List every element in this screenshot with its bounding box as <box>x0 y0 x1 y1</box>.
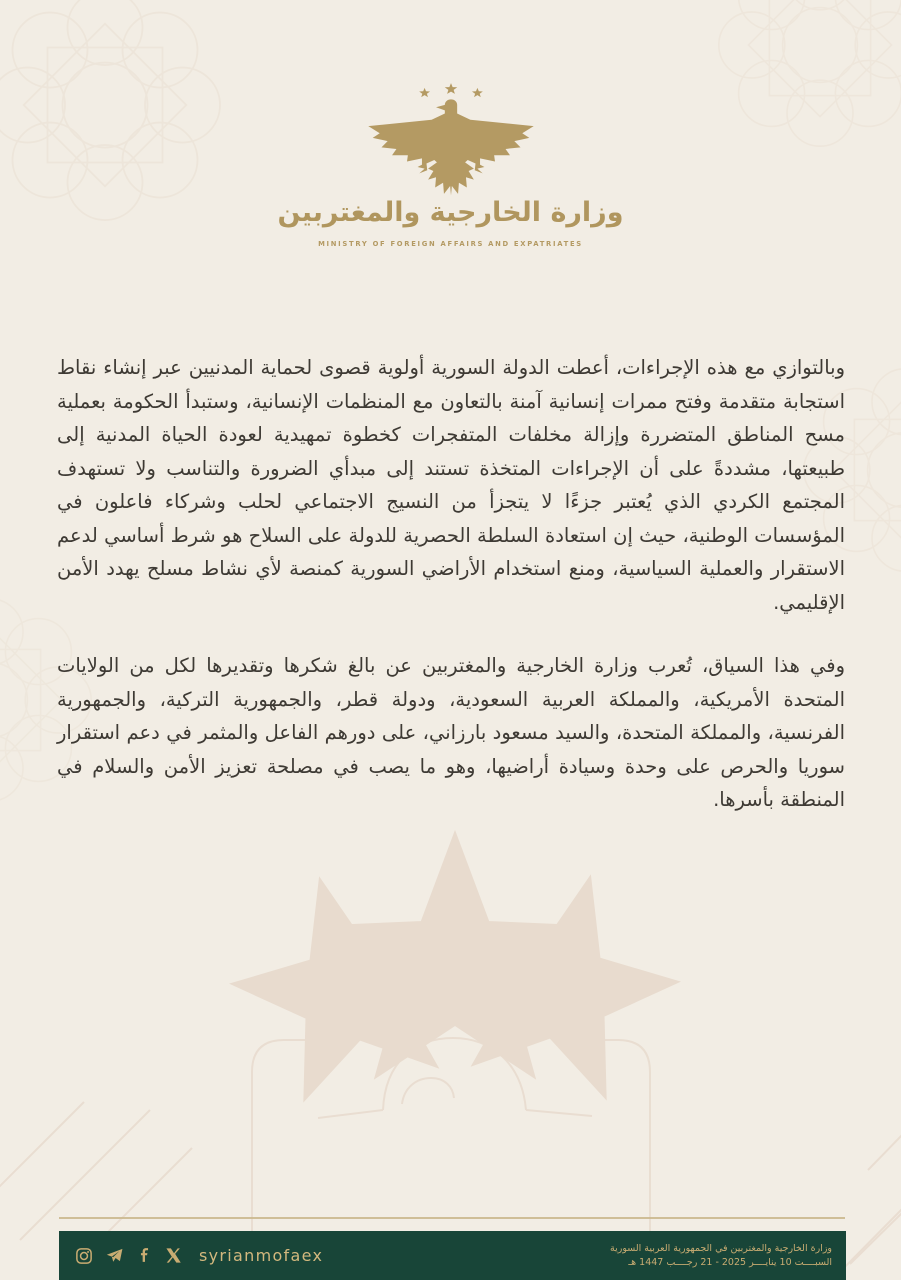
eagle-icon <box>368 99 533 195</box>
rosette-pattern-top-left <box>0 0 220 220</box>
statement-paragraph-2: وفي هذا السياق، تُعرب وزارة الخارجية والمغتربين عن بالغ شكرها وتقديرها لكل من الولايات المتحدة الأمريكية، والمملكة العربية السعودية، ودولة قطر، والجمهورية التركية، والجمهورية الفرنسية، والمملكة المتحدة، والسيد مسعود بارزاني، على دورهم الفاعل والمثمر في دعم استقرار سوريا والحرص على وحدة وسيادة أراضيها، وهو ما يصب في مصلحة تعزيز الأمن والسلام في المنطقة بأسرها. <box>57 654 845 811</box>
rosette-pattern-top-right <box>719 0 901 146</box>
facebook-icon[interactable] <box>136 1247 153 1264</box>
social-handle[interactable]: syrianmofaex <box>199 1246 324 1265</box>
footer-bar <box>59 1231 846 1280</box>
ministry-name-arabic: وزارة الخارجية والمغتربين <box>277 197 624 228</box>
x-icon[interactable] <box>165 1247 182 1264</box>
star-icon <box>445 83 458 94</box>
telegram-icon[interactable] <box>105 1246 124 1265</box>
ministry-name-english: MINISTRY OF FOREIGN AFFAIRS AND EXPATRIATES <box>318 240 583 248</box>
ministry-eagle-emblem <box>363 82 539 208</box>
instagram-icon[interactable] <box>75 1247 93 1265</box>
star-icon <box>472 88 483 97</box>
star-icon <box>419 88 430 97</box>
statement-paragraph-1: وبالتوازي مع هذه الإجراءات، أعطت الدولة السورية أولوية قصوى لحماية المدنيين عبر إنشاء نقاط استجابة متقدمة وفتح ممرات إنسانية آمنة بالتعاون مع المنظمات الإنسانية، وستبدأ الحكومة بعملية مسح المناطق المتضررة وإزالة مخلفات المتفجرات كخطوة تمهيدية لعودة الحياة المدنية إلى طبيعتها، مشددةً على أن الإجراءات المتخذة تستند إلى مبدأي الضرورة والتناسب ولا تستهدف المجتمع الكردي الذي يُعتبر جزءًا لا يتجزأ من النسيج الاجتماعي لحلب وشركاء فاعلون في المؤسسات الوطنية، حيث إن استعادة السلطة الحصرية للدولة على السلاح هو شرط أساسي لدعم الاستقرار والعملية السياسية، ومنع استخدام الأراضي السورية كمنصة لأي نشاط مسلح يهدد الأمن الإقليمي. <box>57 356 845 614</box>
footer-ministry-line: وزارة الخارجية والمغتربين في الجمهورية العربية السورية <box>610 1243 832 1254</box>
footer-info <box>610 1242 832 1269</box>
statement-body <box>57 351 845 847</box>
emblem-stars <box>419 83 483 97</box>
footer-date-line: السبــــت 10 ينايــــر 2025 - 21 رجــــب 1447 هـ <box>628 1256 832 1268</box>
footer-separator-line <box>59 1217 845 1219</box>
watermark-stars <box>304 924 607 1031</box>
social-icons <box>75 1246 182 1265</box>
